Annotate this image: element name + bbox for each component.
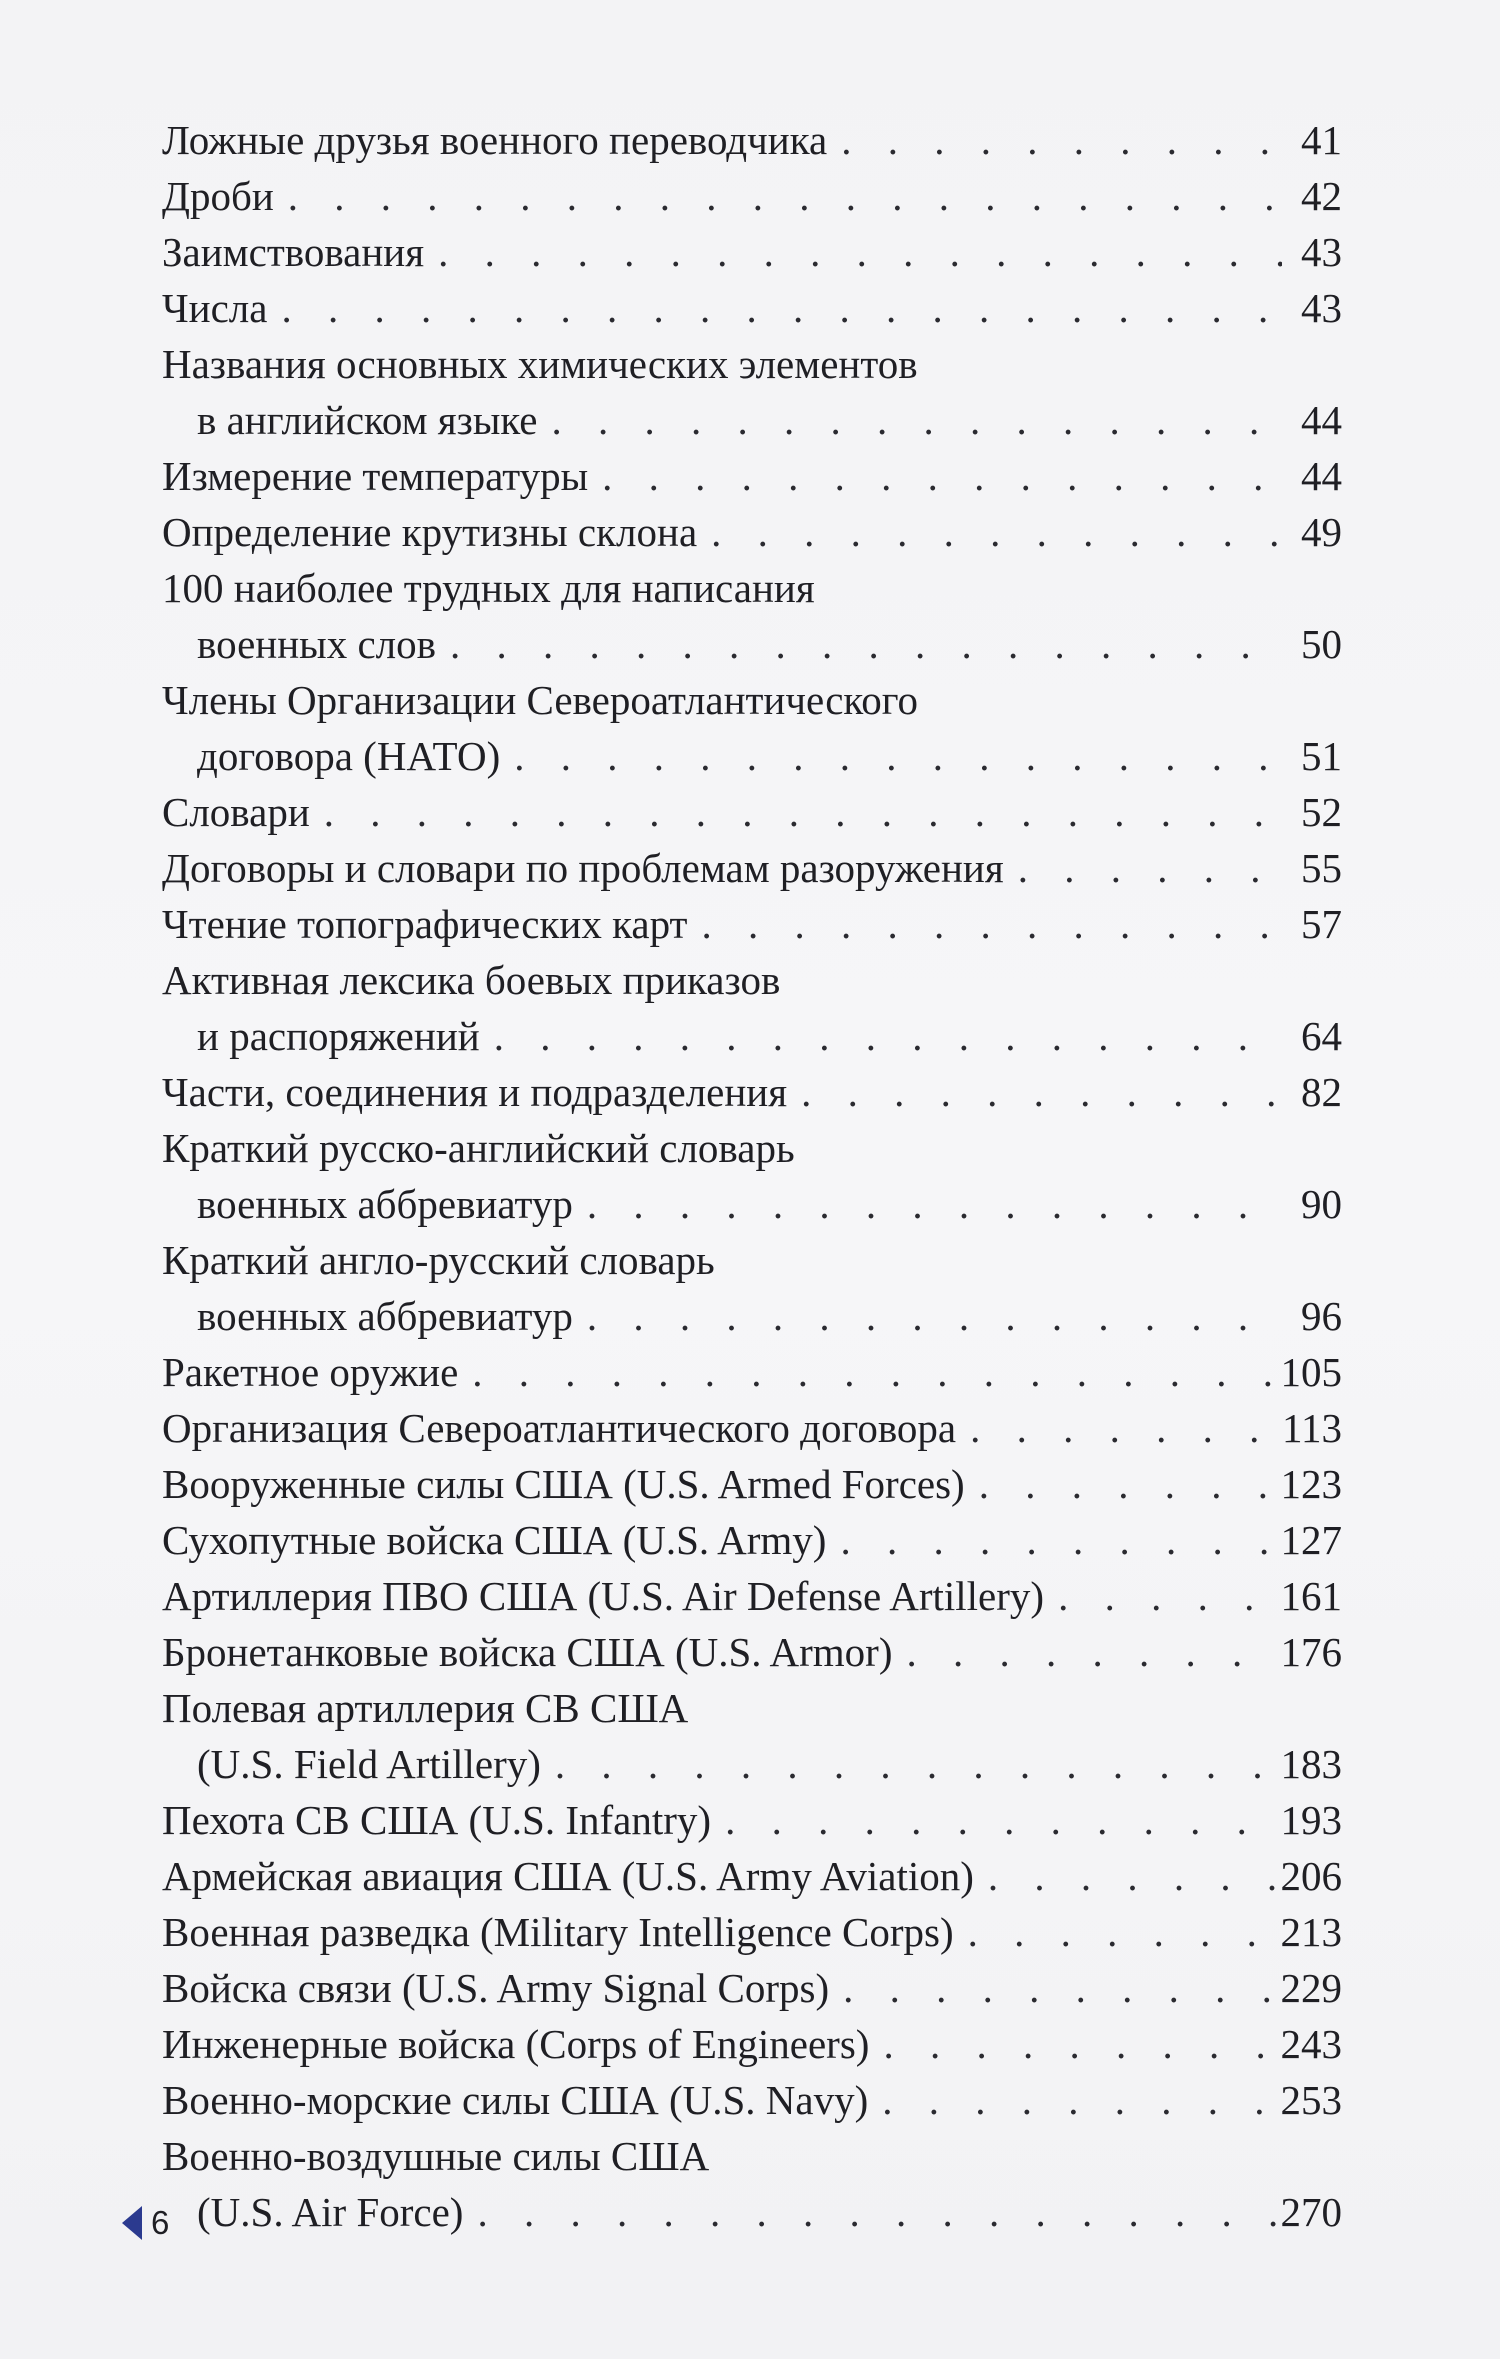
toc-page-number: 44 [1301,453,1342,499]
toc-entry [162,1680,1342,1792]
toc-page-number: 64 [1301,1013,1342,1059]
toc-page-number: 50 [1301,621,1342,667]
dot-leader [1044,1568,1280,1624]
toc-entry-title: Заимствования [162,229,425,275]
toc-line [162,112,1342,168]
dot-leader [956,1400,1282,1456]
toc-line [162,952,1342,1008]
dot-leader [500,728,1282,784]
toc-page-number: 42 [1301,173,1342,219]
toc-page-number: 105 [1280,1349,1342,1395]
dot-leader [1004,840,1282,896]
toc-entry [162,1120,1342,1232]
toc-entry-title: Договоры и словари по проблемам разоружения [162,845,1004,891]
toc-page-number: 55 [1301,845,1342,891]
toc-entry-title: Полевая артиллерия СВ США [162,1685,689,1731]
dot-leader [588,448,1282,504]
toc-entry-title: в английском языке [197,397,538,443]
toc-entry-title: Измерение температуры [162,453,589,499]
table-of-contents [162,112,1342,2240]
toc-entry-title: военных слов [197,621,436,667]
toc-entry [162,112,1342,168]
toc-line [162,1624,1342,1680]
toc-line [162,392,1342,448]
toc-line [162,1064,1342,1120]
toc-page-number: 51 [1301,733,1342,779]
dot-leader [826,1512,1280,1568]
toc-entry-title: военных аббревиатур [197,1293,573,1339]
toc-entry-title: Числа [162,285,268,331]
toc-entry-title: Словари [162,789,310,835]
toc-page-number: 229 [1280,1965,1342,2011]
toc-line [162,448,1342,504]
toc-entry [162,504,1342,560]
dot-leader [965,1456,1281,1512]
toc-entry-title: Военно-воздушные силы США [162,2133,710,2179]
toc-entry-title: Сухопутные войска США (U.S. Army) [162,1517,827,1563]
toc-line [162,1904,1342,1960]
toc-entry [162,280,1342,336]
dot-leader [697,504,1282,560]
toc-line [162,2016,1342,2072]
dot-leader [458,1344,1280,1400]
toc-entry [162,1568,1342,1624]
toc-page-number: 213 [1280,1909,1342,1955]
toc-page-number: 206 [1280,1853,1342,1899]
toc-entry [162,336,1342,448]
toc-page-number: 193 [1280,1797,1342,1843]
toc-line [162,224,1342,280]
toc-entry [162,1064,1342,1120]
toc-entry-title: (U.S. Field Artillery) [197,1741,541,1787]
toc-entry-title: Краткий англо-русский словарь [162,1237,715,1283]
toc-page-number: 123 [1280,1461,1342,1507]
toc-entry-title: военных аббревиатур [197,1181,573,1227]
dot-leader [274,168,1282,224]
toc-entry [162,168,1342,224]
dot-leader [541,1736,1281,1792]
toc-line [162,2072,1342,2128]
toc-page-number: 44 [1301,397,1342,443]
toc-page-number: 161 [1280,1573,1342,1619]
toc-entry [162,224,1342,280]
toc-entry-title: Военная разведка (Military Intelligence Corps) [162,1909,954,1955]
toc-line [162,1120,1342,1176]
toc-line [162,840,1342,896]
toc-entry-title: Ракетное оружие [162,1349,459,1395]
dot-leader [711,1792,1280,1848]
dot-leader [868,2072,1280,2128]
toc-page-number: 43 [1301,229,1342,275]
toc-line [162,1736,1342,1792]
dot-leader [974,1848,1281,1904]
page-number: 6 [151,2204,170,2241]
toc-entry [162,1792,1342,1848]
toc-line [162,1792,1342,1848]
toc-page-number: 127 [1280,1517,1342,1563]
toc-line [162,1680,1342,1736]
toc-line [162,1288,1342,1344]
toc-entry [162,1456,1342,1512]
dot-leader [436,616,1282,672]
toc-entry [162,784,1342,840]
toc-line [162,1848,1342,1904]
dot-leader [827,112,1282,168]
toc-entry [162,560,1342,672]
toc-line [162,672,1342,728]
toc-page-number: 183 [1280,1741,1342,1787]
toc-line [162,1512,1342,1568]
page-footer [122,2204,169,2242]
toc-entry-title: и распоряжений [197,1013,480,1059]
toc-line [162,336,1342,392]
toc-line [162,560,1342,616]
toc-entry-title: договора (НАТО) [197,733,501,779]
toc-page-number: 113 [1282,1405,1342,1451]
toc-line [162,1456,1342,1512]
toc-entry-title: Определение крутизны склона [162,509,698,555]
dot-leader [829,1960,1280,2016]
toc-page-number: 90 [1301,1181,1342,1227]
toc-entry-title: Вооруженные силы США (U.S. Armed Forces) [162,1461,965,1507]
toc-line [162,616,1342,672]
toc-page-number: 57 [1301,901,1342,947]
toc-entry-title: Войска связи (U.S. Army Signal Corps) [162,1965,830,2011]
toc-entry-title: Дроби [162,173,274,219]
toc-line [162,2128,1342,2184]
toc-entry [162,448,1342,504]
toc-entry [162,1232,1342,1344]
toc-entry-title: Армейская авиация США (U.S. Army Aviation) [162,1853,974,1899]
toc-entry [162,1512,1342,1568]
toc-entry [162,2072,1342,2128]
toc-line [162,896,1342,952]
toc-line [162,504,1342,560]
toc-entry-title: Инженерные войска (Corps of Engineers) [162,2021,870,2067]
toc-page-number: 270 [1280,2189,1342,2235]
toc-entry [162,672,1342,784]
dot-leader [310,784,1282,840]
toc-entry [162,1344,1342,1400]
dot-leader [424,224,1282,280]
toc-entry [162,896,1342,952]
dot-leader [687,896,1282,952]
toc-page-number: 52 [1301,789,1342,835]
toc-entry-title: Названия основных химических элементов [162,341,918,387]
toc-entry [162,1624,1342,1680]
toc-entry-title: Активная лексика боевых приказов [162,957,781,1003]
toc-line [162,1008,1342,1064]
toc-entry [162,1400,1342,1456]
triangle-left-icon [122,2206,142,2240]
toc-line [162,728,1342,784]
toc-page-number: 43 [1301,285,1342,331]
toc-line [162,1232,1342,1288]
toc-line [162,1176,1342,1232]
toc-entry [162,1848,1342,1904]
toc-page-number: 41 [1301,117,1342,163]
toc-entry-title: Краткий русско-английский словарь [162,1125,795,1171]
toc-line [162,1568,1342,1624]
toc-entry-title: Части, соединения и подразделения [162,1069,788,1115]
toc-entry [162,1904,1342,1960]
dot-leader [787,1064,1282,1120]
dot-leader [573,1176,1282,1232]
toc-entry [162,2128,1342,2240]
toc-line [162,1960,1342,2016]
toc-line [162,168,1342,224]
toc-entry-title: Организация Североатлантического договора [162,1405,957,1451]
dot-leader [267,280,1282,336]
toc-page-number: 96 [1301,1293,1342,1339]
toc-entry [162,840,1342,896]
dot-leader [463,2184,1280,2240]
dot-leader [537,392,1282,448]
toc-entry [162,2016,1342,2072]
toc-entry [162,952,1342,1064]
dot-leader [892,1624,1280,1680]
toc-page-number: 243 [1280,2021,1342,2067]
dot-leader [480,1008,1282,1064]
toc-entry [162,1960,1342,2016]
dot-leader [573,1288,1282,1344]
toc-entry-title: 100 наиболее трудных для написания [162,565,815,611]
toc-line [162,280,1342,336]
dot-leader [954,1904,1281,1960]
toc-line [162,1344,1342,1400]
toc-entry-title: Бронетанковые войска США (U.S. Armor) [162,1629,893,1675]
dot-leader [869,2016,1280,2072]
toc-entry-title: Военно-морские силы США (U.S. Navy) [162,2077,869,2123]
toc-entry-title: Члены Организации Североатлантического [162,677,919,723]
toc-entry-title: Пехота СВ США (U.S. Infantry) [162,1797,712,1843]
toc-page-number: 49 [1301,509,1342,555]
toc-entry-title: Артиллерия ПВО США (U.S. Air Defense Artillery) [162,1573,1045,1619]
toc-entry-title: (U.S. Air Force) [197,2189,464,2235]
toc-page-number: 253 [1280,2077,1342,2123]
toc-page-number: 176 [1280,1629,1342,1675]
toc-line [162,1400,1342,1456]
toc-page-number: 82 [1301,1069,1342,1115]
toc-entry-title: Ложные друзья военного переводчика [162,117,828,163]
toc-line [162,2184,1342,2240]
toc-entry-title: Чтение топографических карт [162,901,688,947]
toc-line [162,784,1342,840]
